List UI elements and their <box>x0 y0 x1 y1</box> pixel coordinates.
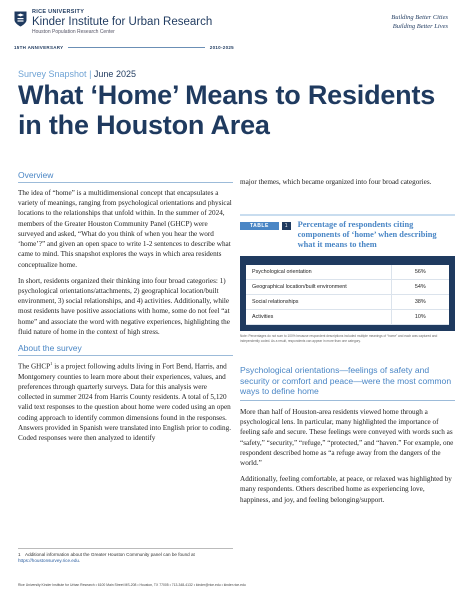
footnote-ref[interactable]: 1 <box>50 361 53 367</box>
publication-date: June 2025 <box>93 69 136 79</box>
center-name: Houston Population Research Center <box>32 29 115 35</box>
institute-logo[interactable] <box>14 10 212 35</box>
rice-shield-icon <box>14 11 27 27</box>
table-row <box>246 295 449 310</box>
row-value: 54% <box>391 280 449 295</box>
left-column <box>18 170 233 449</box>
psych-paragraph-1: More than half of Houston-area residents viewed home through a psychological lens. In particular, many highlighted the importance of feeling safe and secure. These feelings were conveyed with words such as “safety,” “security,” “refuge,” “protected,” and “haven.” For example, one respondent described home as “a refuge away from the dangers of the world.” <box>240 407 454 467</box>
anniversary-divider <box>68 47 204 48</box>
about-text-start: The GHCP <box>18 362 51 371</box>
table-number: 1 <box>282 222 291 230</box>
overview-paragraph-2: In short, residents organized their thinking into four broad categories: 1) psychological orientations/attachments, 2) geographical location/built environment, 3) social relationships, and 4) activities. Additionally, while most residents have positive associations with home, some do not feel “at home” and associate the word with negative experiences, highlighting the fluid nature of home in the context of high stress. <box>18 276 230 336</box>
row-label: Activities <box>246 310 391 325</box>
table-header <box>240 214 455 256</box>
institute-name: Kinder Institute for Urban Research <box>32 15 213 28</box>
table-row <box>246 280 449 295</box>
university-name: RICE UNIVERSITY <box>32 9 85 15</box>
footnote-number: 1 <box>18 552 21 557</box>
right-intro-paragraph: major themes, which became organized into four broad categories. <box>240 178 432 186</box>
footnote-link[interactable]: https://houstonsurvey.rice.edu <box>18 558 79 564</box>
anniversary-years: 2010-2025 <box>209 45 234 50</box>
row-value: 56% <box>391 265 449 280</box>
psych-paragraph-2: Additionally, feeling comfortable, at peace, or relaxed was highlighted by many respondents. Others described home as experiencing love, happiness, and joy, and feeling belonging/support. <box>240 475 452 504</box>
overview-paragraph-1: The idea of “home” is a multidimensional concept that encapsulates a variety of meanings, ranging from psychological orientations and physical locations to the relationships that unfold within. In the summer of 2024, members of the Greater Houston Community Panel (GHCP) were surveyed and asked, “What do you think of when you hear the word ‘home’?” and given an open space to write 1-2 sentences to describe what came to mind. This snapshot explores the ways in which area residents conceptualize home. <box>18 189 232 269</box>
page-footer: Rice University Kinder Institute for Urban Research • 6100 Main Street MS-208 • Houston, TX 77005 • 713-348-4132 • kinder@rice.edu • kinder.rice.edu <box>18 583 246 587</box>
footnote-text: Additional information about the Greater Houston Community panel can be found at <box>25 552 195 557</box>
about-paragraph <box>18 361 233 443</box>
publication-series: Survey Snapshot <box>18 69 87 79</box>
anniversary-label: 15TH ANNIVERSARY <box>14 45 64 50</box>
table-1 <box>240 214 455 343</box>
right-column <box>240 177 455 511</box>
about-text-rest: is a project following adults living in Fort Bend, Harris, and Montgomery counties to learn more about their experiences, values, and preferences through quarterly surveys. Data for this analysis were collected in summer 2024 from Harris County residents. A total of 5,120 valid text responses to the question about home were coded using an open coding approach to identify common dimensions found in the responses. Answers provided in Spanish were translated into English prior to coding. Coded responses were then analyzed to identify <box>18 362 231 442</box>
psych-heading: Psychological orientations—feelings of safety and security or comfort and peace—were the most common ways to define home <box>240 365 455 400</box>
kicker-separator: | <box>89 69 92 79</box>
overview-heading: Overview <box>18 170 233 183</box>
about-heading: About the survey <box>18 343 233 356</box>
tagline-line-1: Building Better Cities <box>391 14 448 21</box>
row-value: 38% <box>391 295 449 310</box>
table-note: Note: Percentages do not sum to 100% because respondent descriptions included multiple meanings of “home” and each was captured and independently coded. As a result, respondents can appear in more than one category. <box>240 334 438 343</box>
row-label: Geographical location/built environment <box>246 280 391 295</box>
table-caption: Percentage of respondents citing components of ‘home’ when describing what it means to them <box>297 220 437 250</box>
publication-kicker <box>18 69 136 79</box>
table-row <box>246 310 449 325</box>
footnote <box>18 548 233 565</box>
row-label: Social relationships <box>246 295 391 310</box>
tagline <box>391 14 448 32</box>
row-value: 10% <box>391 310 449 325</box>
page-header <box>0 0 464 56</box>
table-frame <box>240 256 455 331</box>
components-table <box>246 265 449 325</box>
table-row <box>246 265 449 280</box>
row-label: Psychological orientation <box>246 265 391 280</box>
table-label: TABLE <box>240 222 279 230</box>
anniversary-banner <box>14 45 234 50</box>
page-title: What ‘Home’ Means to Residents in the Houston Area <box>18 80 436 141</box>
footnote-end: . <box>78 558 81 564</box>
tagline-line-2: Building Better Lives <box>392 22 448 30</box>
